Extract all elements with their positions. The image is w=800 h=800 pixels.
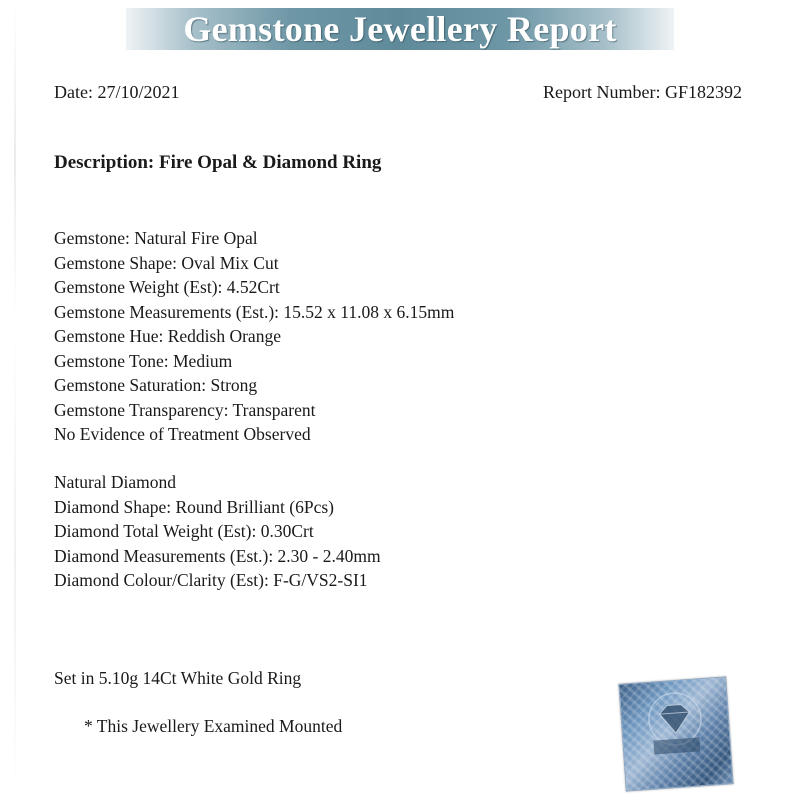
gemstone-weight: Gemstone Weight (Est): 4.52Crt <box>54 277 280 297</box>
metal-setting: Set in 5.10g 14Ct White Gold Ring <box>54 668 302 688</box>
diamond-type: Natural Diamond <box>54 472 176 492</box>
diamond-details <box>54 470 381 593</box>
gemstone-shape: Gemstone Shape: Oval Mix Cut <box>54 252 279 273</box>
report-meta-row <box>54 82 742 103</box>
diamond-measurements: Diamond Measurements (Est.): 2.30 - 2.40mm <box>54 545 381 566</box>
diamond-weight: Diamond Total Weight (Est): 0.30Crt <box>54 521 314 541</box>
gemstone-saturation: Gemstone Saturation: Strong <box>54 375 258 395</box>
gemstone-hue: Gemstone Hue: Reddish Orange <box>54 326 281 346</box>
diamond-colour-clarity: Diamond Colour/Clarity (Est): F-G/VS2-SI1 <box>54 570 368 590</box>
item-description: Description: Fire Opal & Diamond Ring <box>54 152 382 173</box>
report-banner <box>126 8 674 50</box>
page-edge <box>14 0 16 800</box>
gemstone-transparency: Gemstone Transparency: Transparent <box>54 399 316 420</box>
report-date: Date: 27/10/2021 <box>54 82 180 102</box>
report-title: Gemstone Jewellery Report <box>183 9 617 49</box>
gemstone-measurements: Gemstone Measurements (Est.): 15.52 x 11.08 x 6.15mm <box>54 301 455 322</box>
treatment-note: No Evidence of Treatment Observed <box>54 424 311 444</box>
examination-note: * This Jewellery Examined Mounted <box>84 716 343 736</box>
gemstone-details <box>54 226 454 447</box>
diamond-emblem-icon <box>619 677 732 790</box>
hologram-seal <box>618 676 733 791</box>
report-number: Report Number: GF182392 <box>543 82 742 102</box>
gemstone-type: Gemstone: Natural Fire Opal <box>54 228 258 248</box>
diamond-shape: Diamond Shape: Round Brilliant (6Pcs) <box>54 496 334 517</box>
gemstone-tone: Gemstone Tone: Medium <box>54 350 233 371</box>
